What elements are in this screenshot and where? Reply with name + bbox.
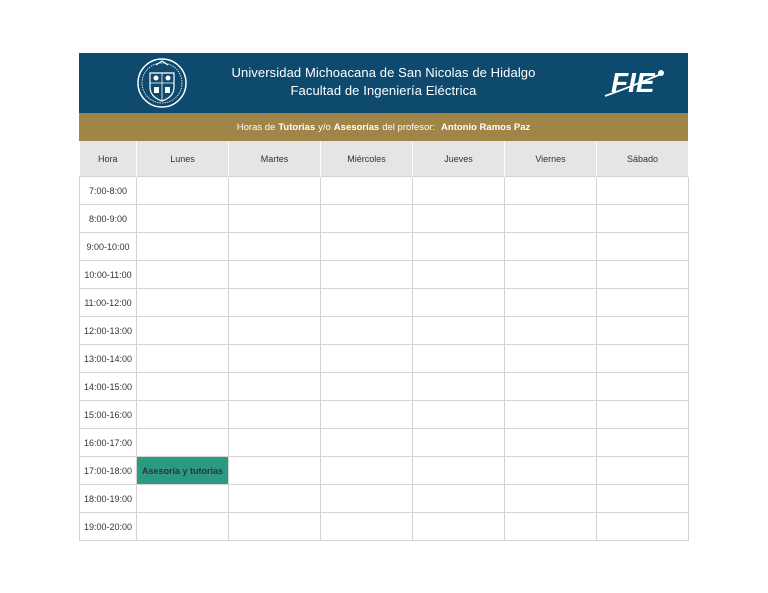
schedule-cell[interactable] — [137, 289, 229, 317]
header — [79, 53, 688, 113]
column-header: Martes — [229, 141, 321, 177]
hour-cell: 8:00-9:00 — [80, 205, 137, 233]
schedule-cell[interactable] — [137, 429, 229, 457]
table-row — [80, 429, 689, 457]
schedule-cell[interactable] — [413, 457, 505, 485]
schedule-cell[interactable] — [505, 373, 597, 401]
column-header: Hora — [80, 141, 137, 177]
schedule-cell[interactable] — [137, 177, 229, 205]
schedule-cell[interactable] — [229, 429, 321, 457]
schedule-sheet — [79, 53, 688, 541]
table-row — [80, 233, 689, 261]
table-row — [80, 205, 689, 233]
table-row — [80, 345, 689, 373]
fie-logo-text: FIE — [611, 67, 655, 98]
schedule-cell[interactable] — [597, 261, 689, 289]
hour-cell: 12:00-13:00 — [80, 317, 137, 345]
schedule-cell[interactable] — [505, 289, 597, 317]
schedule-cell[interactable] — [505, 177, 597, 205]
schedule-cell[interactable] — [597, 513, 689, 541]
hour-cell: 10:00-11:00 — [80, 261, 137, 289]
schedule-cell[interactable] — [505, 317, 597, 345]
column-header: Lunes — [137, 141, 229, 177]
schedule-cell[interactable] — [413, 373, 505, 401]
schedule-cell[interactable] — [229, 261, 321, 289]
table-row — [80, 373, 689, 401]
hour-cell: 19:00-20:00 — [80, 513, 137, 541]
schedule-cell[interactable] — [229, 177, 321, 205]
schedule-cell[interactable] — [597, 177, 689, 205]
schedule-cell[interactable] — [413, 345, 505, 373]
schedule-cell[interactable] — [597, 289, 689, 317]
schedule-cell[interactable] — [321, 205, 413, 233]
schedule-cell[interactable] — [321, 261, 413, 289]
hour-cell: 17:00-18:00 — [80, 457, 137, 485]
fie-logo-icon — [603, 62, 667, 102]
hour-cell: 13:00-14:00 — [80, 345, 137, 373]
banner-prefix: Horas de — [236, 121, 276, 133]
schedule-cell[interactable] — [413, 261, 505, 289]
schedule-cell[interactable] — [413, 513, 505, 541]
schedule-cell[interactable] — [321, 457, 413, 485]
table-row — [80, 177, 689, 205]
table-row — [80, 513, 689, 541]
schedule-cell[interactable] — [413, 233, 505, 261]
schedule-table — [79, 141, 689, 541]
schedule-cell[interactable] — [137, 373, 229, 401]
schedule-cell[interactable] — [229, 345, 321, 373]
schedule-cell[interactable] — [321, 429, 413, 457]
schedule-cell[interactable] — [137, 233, 229, 261]
schedule-cell[interactable] — [229, 373, 321, 401]
header-row — [80, 141, 689, 177]
schedule-cell[interactable] — [597, 345, 689, 373]
schedule-cell[interactable] — [321, 401, 413, 429]
schedule-cell[interactable] — [321, 177, 413, 205]
hour-cell: 15:00-16:00 — [80, 401, 137, 429]
schedule-cell[interactable] — [597, 205, 689, 233]
schedule-cell[interactable] — [413, 317, 505, 345]
schedule-cell[interactable] — [505, 233, 597, 261]
table-row — [80, 485, 689, 513]
faculty-name: Facultad de Ingeniería Eléctrica — [290, 83, 477, 98]
schedule-cell[interactable] — [229, 317, 321, 345]
schedule-cell[interactable] — [137, 261, 229, 289]
schedule-cell[interactable] — [137, 485, 229, 513]
column-header: Viernes — [505, 141, 597, 177]
schedule-cell[interactable] — [597, 485, 689, 513]
schedule-cell[interactable] — [137, 345, 229, 373]
schedule-cell[interactable] — [413, 177, 505, 205]
column-header: Jueves — [413, 141, 505, 177]
table-row — [80, 457, 689, 485]
table-row — [80, 401, 689, 429]
schedule-cell[interactable] — [505, 457, 597, 485]
schedule-cell[interactable] — [413, 401, 505, 429]
schedule-cell[interactable] — [137, 205, 229, 233]
schedule-cell[interactable] — [229, 205, 321, 233]
professor-banner — [79, 113, 688, 141]
schedule-cell[interactable] — [137, 513, 229, 541]
schedule-cell[interactable] — [505, 513, 597, 541]
schedule-cell[interactable] — [413, 429, 505, 457]
schedule-cell[interactable] — [321, 373, 413, 401]
schedule-body — [80, 177, 689, 541]
table-row — [80, 261, 689, 289]
schedule-cell[interactable] — [229, 289, 321, 317]
schedule-cell[interactable] — [321, 289, 413, 317]
schedule-cell[interactable] — [137, 317, 229, 345]
hour-cell: 18:00-19:00 — [80, 485, 137, 513]
schedule-cell[interactable] — [229, 401, 321, 429]
schedule-cell[interactable] — [321, 485, 413, 513]
table-row — [80, 317, 689, 345]
schedule-cell[interactable] — [229, 457, 321, 485]
schedule-cell[interactable] — [229, 485, 321, 513]
schedule-cell[interactable] — [321, 513, 413, 541]
schedule-cell[interactable] — [413, 485, 505, 513]
schedule-cell[interactable] — [413, 289, 505, 317]
university-seal-icon — [136, 57, 188, 109]
schedule-cell[interactable] — [505, 345, 597, 373]
banner-tutorias: Tutorias — [278, 121, 316, 133]
schedule-cell[interactable] — [597, 457, 689, 485]
table-row — [80, 289, 689, 317]
banner-suffix: del profesor: — [382, 121, 436, 133]
schedule-cell[interactable] — [505, 485, 597, 513]
schedule-cell[interactable] — [597, 373, 689, 401]
schedule-cell[interactable] — [321, 317, 413, 345]
column-header: Sábado — [597, 141, 689, 177]
schedule-entry[interactable]: Asesoría y tutorias — [137, 457, 229, 485]
schedule-cell[interactable] — [505, 205, 597, 233]
schedule-cell[interactable] — [413, 205, 505, 233]
university-name: Universidad Michoacana de San Nicolas de Hidalgo — [231, 65, 536, 80]
schedule-cell[interactable] — [321, 345, 413, 373]
schedule-cell[interactable] — [597, 401, 689, 429]
schedule-cell[interactable] — [597, 233, 689, 261]
schedule-cell[interactable] — [505, 401, 597, 429]
banner-asesorias: Asesorías — [333, 121, 380, 133]
hour-cell: 14:00-15:00 — [80, 373, 137, 401]
schedule-cell[interactable] — [229, 513, 321, 541]
schedule-cell[interactable] — [597, 429, 689, 457]
hour-cell: 7:00-8:00 — [80, 177, 137, 205]
hour-cell: 9:00-10:00 — [80, 233, 137, 261]
hour-cell: 11:00-12:00 — [80, 289, 137, 317]
banner-connector: y/o — [318, 121, 331, 133]
hour-cell: 16:00-17:00 — [80, 429, 137, 457]
professor-name: Antonio Ramos Paz — [441, 121, 531, 133]
schedule-cell[interactable] — [597, 317, 689, 345]
column-header: Miércoles — [321, 141, 413, 177]
schedule-cell[interactable] — [505, 429, 597, 457]
schedule-cell[interactable] — [505, 261, 597, 289]
title-block — [209, 64, 558, 100]
schedule-cell[interactable] — [321, 233, 413, 261]
schedule-cell[interactable] — [137, 401, 229, 429]
schedule-cell[interactable] — [229, 233, 321, 261]
